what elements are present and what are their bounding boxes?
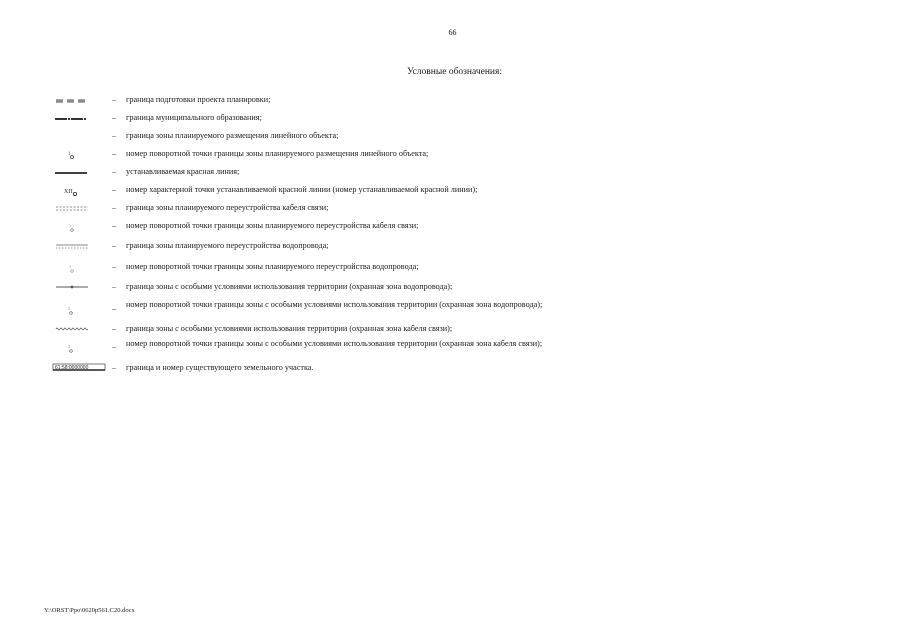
svg-text:1: 1: [69, 264, 71, 269]
characteristic-point-symbol: [50, 185, 110, 195]
footer-file-path: Y:\ORST\Ppo\0620p561.C20.docx: [44, 607, 135, 614]
svg-text:1: 1: [69, 223, 71, 228]
cable-protection-zone-symbol: [50, 324, 110, 334]
legend-text: граница и номер существующего земельного участка.: [126, 363, 314, 372]
legend-text: номер поворотной точки границы зоны планируемого переустройства водопровода;: [126, 262, 419, 271]
legend-row: – граница зоны планируемого размещения линейного объекта;: [50, 131, 670, 149]
legend-text: номер характерной точки устанавливаемой красной линии (номер устанавливаемой красной линии);: [126, 185, 478, 194]
legend-row: 1 – номер поворотной точки границы зоны планируемого размещения линейного объекта;: [50, 149, 670, 167]
page-number: 66: [448, 28, 457, 37]
legend-text: граница зоны планируемого размещения линейного объекта;: [126, 131, 339, 140]
legend-list: [50, 95, 670, 379]
legend-text: граница подготовки проекта планировки;: [126, 95, 271, 104]
gray-dashed-boundary-symbol: [50, 95, 110, 105]
legend-row: 1 – номер поворотной точки границы зоны планируемого переустройства водопровода;: [50, 262, 670, 282]
municipal-boundary-symbol: [50, 113, 110, 123]
legend-text: номер поворотной точки границы зоны с особыми условиями использования территории (охранная зона кабеля связи);: [126, 339, 543, 348]
legend-row: – граница зоны с особыми условиями использования территории (охранная зона кабеля связи);: [50, 324, 670, 339]
svg-text:1: 1: [68, 344, 70, 349]
svg-text:1: 1: [68, 152, 71, 157]
water-protection-zone-symbol: [50, 282, 110, 292]
legend-row: – граница зоны с особыми условиями использования территории (охранная зона водопровода);: [50, 282, 670, 300]
legend-text: номер поворотной точки границы зоны с особыми условиями использования территории (охранная зона водопровода);: [126, 300, 543, 309]
legend-row: 1 – номер поворотной точки границы зоны с особыми условиями использования территории (охранная зона кабеля связи);: [50, 339, 670, 363]
legend-row: – граница зоны планируемого переустройства водопровода;: [50, 241, 670, 262]
cable-reconstruction-boundary-symbol: [50, 203, 110, 213]
legend-row: 1 – номер поворотной точки границы зоны с особыми условиями использования территории (охранная зона водопровода);: [50, 300, 670, 324]
legend-row: 61:58:0000000 – граница и номер существующего земельного участка.: [50, 363, 670, 379]
planned-zone-boundary-symbol: [50, 131, 110, 141]
water-protection-point-symbol: [50, 304, 110, 314]
svg-text:61:58:0000000: 61:58:0000000: [55, 365, 89, 371]
legend-text: граница муниципального образования;: [126, 113, 262, 122]
legend-row: – граница подготовки проекта планировки;: [50, 95, 670, 113]
cable-turning-point-symbol: [50, 221, 110, 231]
water-turning-point-symbol: [50, 262, 110, 272]
legend-text: граница зоны с особыми условиями использования территории (охранная зона водопровода);: [126, 282, 453, 291]
legend-row: 1 – номер поворотной точки границы зоны планируемого переустройства кабеля связи;: [50, 221, 670, 241]
legend-row: – граница муниципального образования;: [50, 113, 670, 131]
cable-protection-point-symbol: [50, 342, 110, 352]
red-line-symbol: [50, 167, 110, 177]
svg-text:ХП: ХП: [64, 189, 73, 195]
turning-point-marker-symbol: [50, 149, 110, 159]
legend-text: номер поворотной точки границы зоны планируемого размещения линейного объекта;: [126, 149, 429, 158]
legend-text: граница зоны планируемого переустройства водопровода;: [126, 241, 329, 250]
legend-row: ХП – номер характерной точки устанавливаемой красной линии (номер устанавливаемой красной линии);: [50, 185, 670, 203]
legend-text: номер поворотной точки границы зоны планируемого переустройства кабеля связи;: [126, 221, 419, 230]
water-reconstruction-boundary-symbol: [50, 241, 110, 251]
legend-text: устанавливаемая красная линия;: [126, 167, 240, 176]
legend-text: граница зоны с особыми условиями использования территории (охранная зона кабеля связи);: [126, 324, 453, 333]
legend-text: граница зоны планируемого переустройства кабеля связи;: [126, 203, 329, 212]
legend-title: Условные обозначения:: [406, 67, 502, 77]
legend-row: – устанавливаемая красная линия;: [50, 167, 670, 185]
svg-text:1: 1: [68, 306, 70, 311]
land-plot-symbol: [50, 363, 110, 373]
legend-row: – граница зоны планируемого переустройства кабеля связи;: [50, 203, 670, 221]
